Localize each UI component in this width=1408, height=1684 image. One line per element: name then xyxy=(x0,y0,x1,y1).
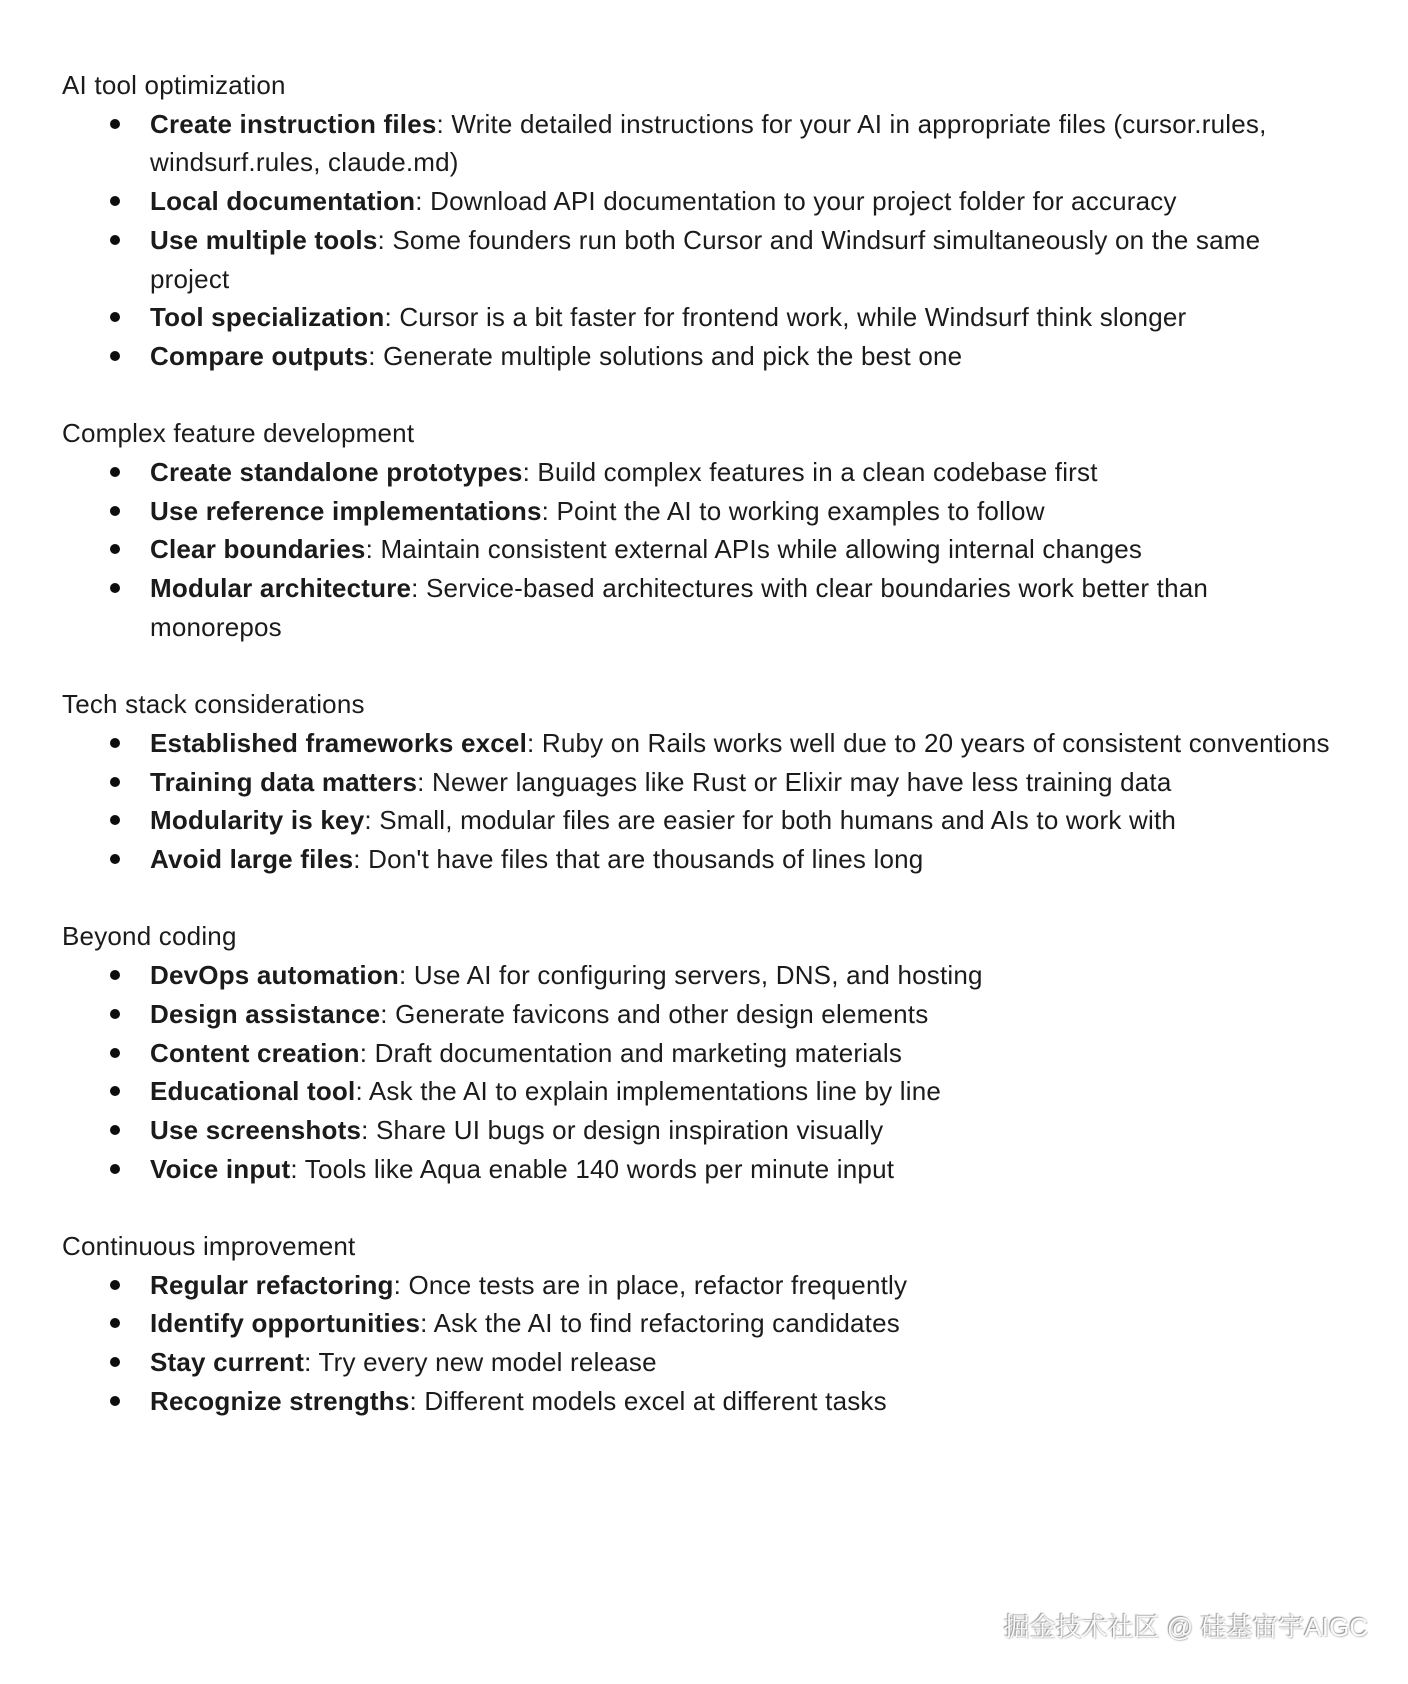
list-item xyxy=(62,298,1346,337)
item-rest: : Once tests are in place, refactor frequently xyxy=(393,1269,908,1300)
item-rest: : Different models excel at different tasks xyxy=(409,1385,887,1416)
list-item xyxy=(62,1266,1346,1305)
item-lead: Compare outputs xyxy=(150,340,369,371)
section xyxy=(62,414,1346,646)
list-item xyxy=(62,724,1346,763)
bullet-list xyxy=(62,956,1346,1188)
list-item xyxy=(62,530,1346,569)
list-item xyxy=(62,221,1346,298)
item-rest: : Newer languages like Rust or Elixir may have less training data xyxy=(417,766,1172,797)
item-lead: Create standalone prototypes xyxy=(150,457,523,488)
item-rest: : Write detailed instructions for your AI in appropriate files (cursor.rules, windsurf.rules, claude.md) xyxy=(150,108,1267,178)
bullet-list xyxy=(62,724,1346,879)
item-lead: Voice input xyxy=(150,1153,291,1184)
item-rest: : Service-based architectures with clear boundaries work better than monorepos xyxy=(150,573,1209,642)
item-lead: Use screenshots xyxy=(150,1114,362,1145)
section-heading: Continuous improvement xyxy=(62,1231,356,1262)
item-lead: Established frameworks excel xyxy=(150,727,528,758)
item-lead: Modular architecture xyxy=(150,573,412,604)
item-rest: : Maintain consistent external APIs while allowing internal changes xyxy=(365,534,1143,565)
item-lead: Educational tool xyxy=(150,1076,356,1107)
list-item xyxy=(62,995,1346,1034)
list-item xyxy=(62,1072,1346,1111)
bullet-list xyxy=(62,105,1346,376)
item-lead: Regular refactoring xyxy=(150,1269,394,1300)
list-item xyxy=(62,956,1346,995)
item-rest: : Generate favicons and other design elements xyxy=(380,998,929,1029)
list-item xyxy=(62,105,1346,182)
item-rest: : Try every new model release xyxy=(304,1347,657,1378)
item-lead: Use multiple tools xyxy=(150,224,378,255)
section-heading: Complex feature development xyxy=(62,418,415,449)
bullet-list xyxy=(62,1266,1346,1421)
item-lead: Training data matters xyxy=(150,766,418,797)
section-heading: AI tool optimization xyxy=(62,70,286,100)
item-lead: DevOps automation xyxy=(150,960,399,991)
list-item xyxy=(62,1304,1346,1343)
item-lead: Avoid large files xyxy=(150,844,354,875)
item-lead: Create instruction files xyxy=(150,108,437,139)
list-item xyxy=(62,182,1346,221)
item-lead: Content creation xyxy=(150,1037,360,1068)
item-rest: : Ask the AI to explain implementations line by line xyxy=(355,1076,942,1107)
section xyxy=(62,66,1346,376)
item-lead: Stay current xyxy=(150,1347,305,1378)
item-rest: : Ask the AI to find refactoring candidates xyxy=(420,1308,900,1339)
item-lead: Modularity is key xyxy=(150,805,365,836)
list-item xyxy=(62,1343,1346,1382)
item-lead: Local documentation xyxy=(150,186,416,217)
item-lead: Tool specialization xyxy=(150,302,385,333)
watermark: 掘金技术社区 @ 硅基宙宇AIGC xyxy=(1003,1612,1368,1642)
section xyxy=(62,1227,1346,1421)
list-item xyxy=(62,801,1346,840)
item-lead: Use reference implementations xyxy=(150,495,542,526)
list-item xyxy=(62,569,1346,646)
item-rest: : Download API documentation to your project folder for accuracy xyxy=(415,186,1177,217)
item-rest: : Tools like Aqua enable 140 words per minute input xyxy=(290,1153,895,1184)
item-lead: Clear boundaries xyxy=(150,534,366,565)
item-rest: : Some founders run both Cursor and Windsurf simultaneously on the same project xyxy=(150,224,1261,294)
item-rest: : Point the AI to working examples to follow xyxy=(541,495,1045,526)
item-rest: : Build complex features in a clean codebase first xyxy=(522,457,1098,488)
section xyxy=(62,917,1346,1188)
item-rest: : Cursor is a bit faster for frontend work, while Windsurf think slonger xyxy=(384,302,1187,333)
item-rest: : Share UI bugs or design inspiration visually xyxy=(361,1114,884,1145)
list-item xyxy=(62,453,1346,492)
item-rest: : Ruby on Rails works well due to 20 years of consistent conventions xyxy=(527,727,1330,758)
list-item xyxy=(62,1382,1346,1421)
list-item xyxy=(62,337,1346,376)
section xyxy=(62,685,1346,879)
section-heading: Beyond coding xyxy=(62,921,237,952)
item-rest: : Don't have files that are thousands of lines long xyxy=(353,844,924,875)
item-lead: Recognize strengths xyxy=(150,1385,410,1416)
list-item xyxy=(62,492,1346,531)
item-lead: Identify opportunities xyxy=(150,1308,421,1339)
item-rest: : Generate multiple solutions and pick the best one xyxy=(368,340,963,371)
section-heading: Tech stack considerations xyxy=(62,689,365,720)
list-item xyxy=(62,840,1346,879)
item-rest: : Small, modular files are easier for both humans and AIs to work with xyxy=(364,805,1177,836)
item-lead: Design assistance xyxy=(150,998,381,1029)
bullet-list xyxy=(62,453,1346,647)
list-item xyxy=(62,1111,1346,1150)
item-rest: : Draft documentation and marketing materials xyxy=(359,1037,903,1068)
list-item xyxy=(62,1034,1346,1073)
list-item xyxy=(62,763,1346,802)
item-rest: : Use AI for configuring servers, DNS, and hosting xyxy=(399,960,983,991)
list-item xyxy=(62,1150,1346,1189)
